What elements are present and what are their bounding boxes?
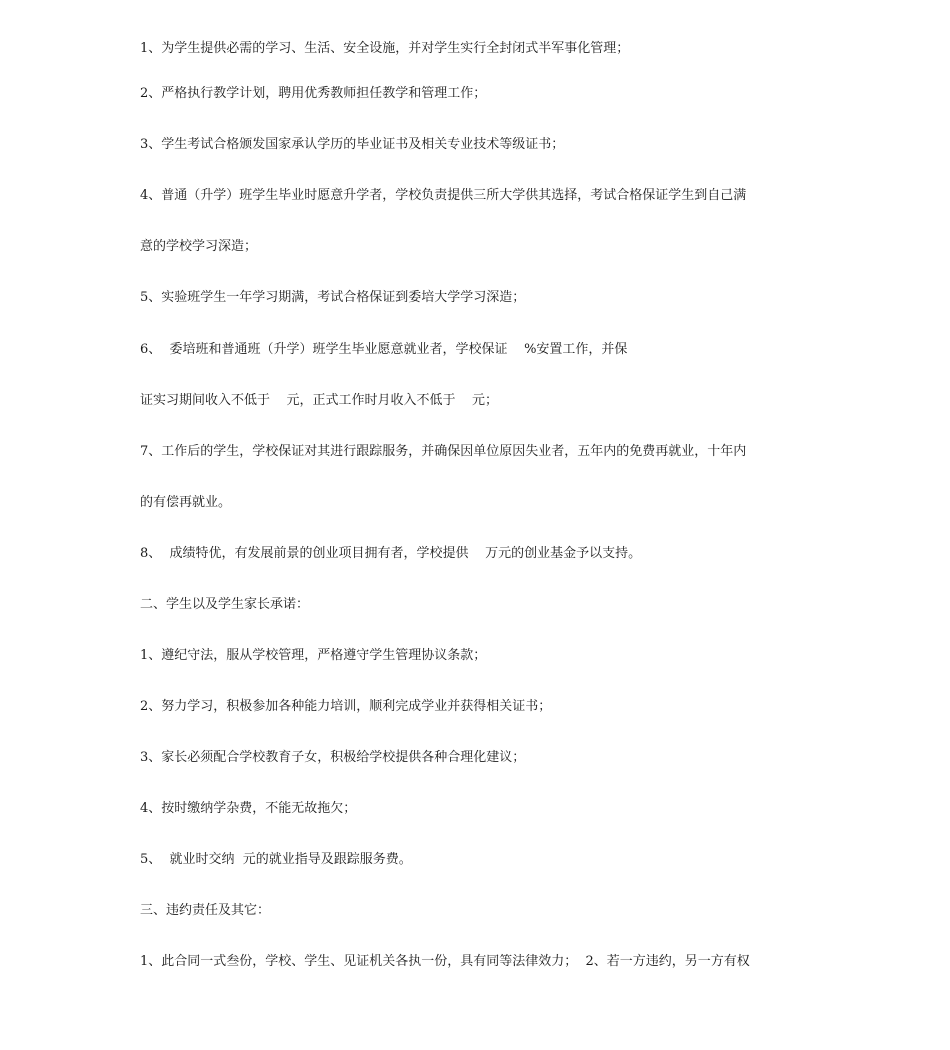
text-line-1: 1、为学生提供必需的学习、生活、安全设施，并对学生实行全封闭式半军事化管理；: [140, 41, 630, 56]
text-line-8: 证实习期间收入不低于 元，正式工作时月收入不低于 元；: [140, 393, 499, 408]
text-line-3: 3、学生考试合格颁发国家承认学历的毕业证书及相关专业技术等级证书；: [140, 137, 565, 152]
text-line-14: 2、努力学习，积极参加各种能力培训，顺利完成学业并获得相关证书；: [140, 699, 552, 714]
section-heading-3: 三、违约责任及其它：: [140, 903, 271, 918]
text-line-7: 6、 委培班和普通班（升学）班学生毕业愿意就业者，学校保证 %安置工作，并保: [140, 342, 628, 357]
section-heading-2: 二、学生以及学生家长承诺：: [140, 597, 310, 612]
text-line-4: 4、普通（升学）班学生毕业时愿意升学者，学校负责提供三所大学供其选择，考试合格保证学生到自己满: [140, 188, 747, 203]
text-line-9: 7、工作后的学生，学校保证对其进行跟踪服务，并确保因单位原因失业者，五年内的免费再就业，十年内: [140, 444, 747, 459]
text-line-15: 3、家长必须配合学校教育子女，积极给学校提供各种合理化建议；: [140, 750, 526, 765]
text-line-19: 1、此合同一式叁份，学校、学生、见证机关各执一份，具有同等法律效力； 2、若一方违约，另一方有权: [140, 954, 750, 969]
text-line-5: 意的学校学习深造；: [140, 239, 258, 254]
text-line-6: 5、实验班学生一年学习期满，考试合格保证到委培大学学习深造；: [140, 290, 526, 305]
text-line-16: 4、按时缴纳学杂费，不能无故拖欠；: [140, 801, 357, 816]
text-line-10: 的有偿再就业。: [140, 495, 232, 510]
text-line-2: 2、严格执行教学计划，聘用优秀教师担任教学和管理工作；: [140, 86, 487, 101]
text-line-11: 8、 成绩特优，有发展前景的创业项目拥有者，学校提供 万元的创业基金予以支持。: [140, 546, 642, 561]
text-line-13: 1、遵纪守法，服从学校管理，严格遵守学生管理协议条款；: [140, 648, 487, 663]
text-line-17: 5、 就业时交纳 元的就业指导及跟踪服务费。: [140, 852, 412, 867]
